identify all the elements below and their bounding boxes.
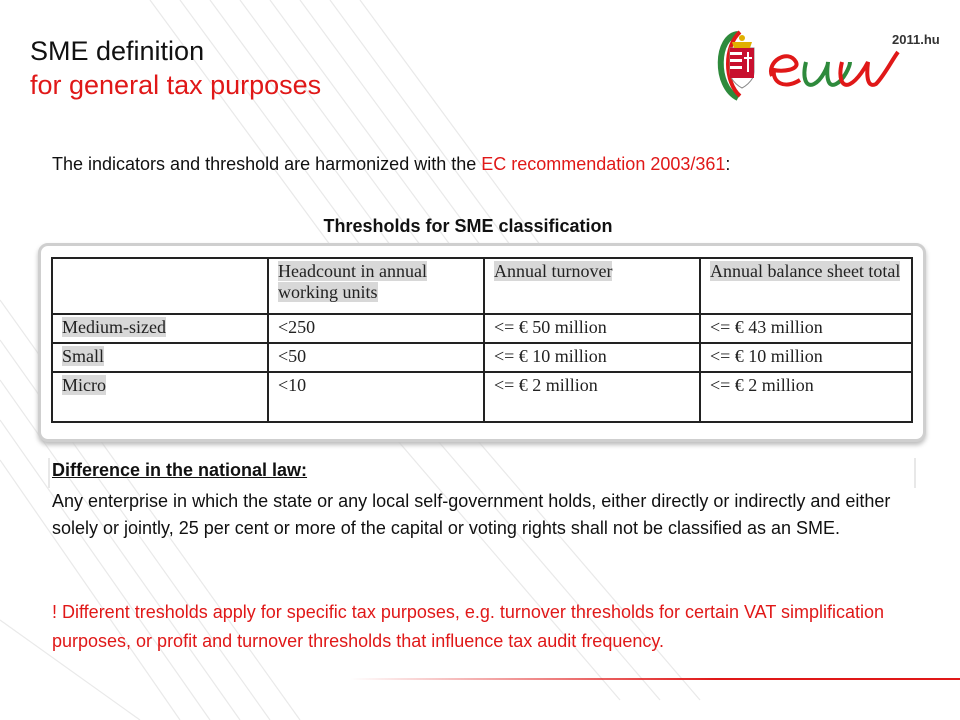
difference-heading: Difference in the national law: xyxy=(52,460,308,480)
title-line-1: SME definition xyxy=(30,36,205,66)
header-cell-turnover: Annual turnover xyxy=(484,258,700,314)
title-line-2: for general tax purposes xyxy=(30,70,322,100)
footer-divider xyxy=(350,678,960,680)
threshold-table-frame xyxy=(38,243,926,442)
table-cell: <= € 50 million xyxy=(484,314,700,343)
intro-text: The indicators and threshold are harmonized with the xyxy=(52,154,482,174)
table-row xyxy=(52,372,912,422)
table-cell: <= € 2 million xyxy=(484,372,700,422)
table-cell: <250 xyxy=(268,314,484,343)
hungarian-coat-of-arms-icon xyxy=(730,35,754,88)
intro-suffix: : xyxy=(725,154,731,174)
intro-paragraph xyxy=(52,150,852,179)
tax-threshold-note: ! Different tresholds apply for specific tax purposes, e.g. turnover thresholds for certain VAT simplification purposes, or profit and turnover thresholds that influence tax audit frequency. xyxy=(52,602,885,651)
table-cell: <= € 10 million xyxy=(700,343,912,372)
row-label: Micro xyxy=(52,372,268,422)
logo-mark xyxy=(710,22,950,112)
threshold-table xyxy=(51,257,913,423)
eu-presidency-logo xyxy=(710,22,950,112)
ec-recommendation-reference: EC recommendation 2003/361 xyxy=(481,154,726,174)
row-label: Small xyxy=(52,343,268,372)
table-caption: Thresholds for SME classification xyxy=(323,216,613,236)
header-cell-balance-sheet: Annual balance sheet total xyxy=(700,258,912,314)
table-cell: <50 xyxy=(268,343,484,372)
table-header-row xyxy=(52,258,912,314)
table-row xyxy=(52,314,912,343)
table-cell: <= € 10 million xyxy=(484,343,700,372)
row-label: Medium-sized xyxy=(52,314,268,343)
table-cell: <= € 43 million xyxy=(700,314,912,343)
difference-body: Any enterprise in which the state or any local self-government holds, either directly or indirectly and either solely or jointly, 25 per cent or more of the capital or voting rights shall not be classified as an SME. xyxy=(52,491,891,538)
table-cell: <= € 2 million xyxy=(700,372,912,422)
slide-title xyxy=(30,34,321,102)
header-cell-headcount: Headcount in annual working units xyxy=(268,258,484,314)
table-cell: <10 xyxy=(268,372,484,422)
table-row xyxy=(52,343,912,372)
header-cell-empty xyxy=(52,258,268,314)
logo-text: 2011.hu xyxy=(892,32,940,47)
